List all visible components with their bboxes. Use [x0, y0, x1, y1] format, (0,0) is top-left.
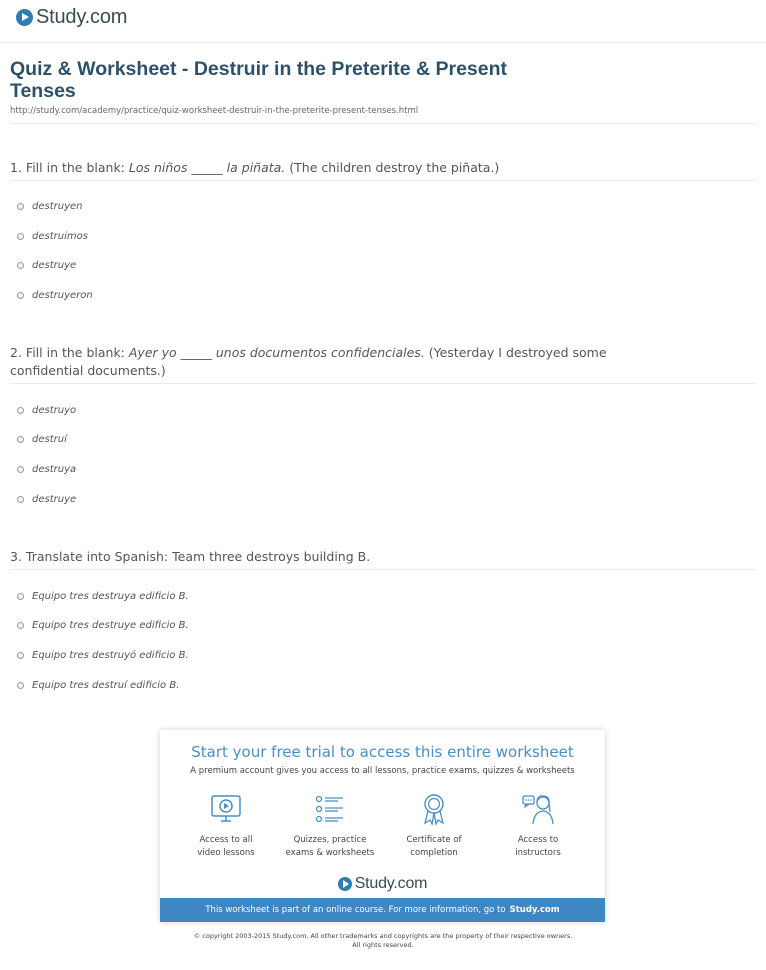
radio-button[interactable]: [17, 593, 24, 600]
study-logo[interactable]: [16, 6, 127, 29]
option-3d[interactable]: Equipo tres destruí edificio B.: [17, 680, 179, 691]
radio-button[interactable]: [17, 292, 24, 299]
radio-button[interactable]: [17, 622, 24, 629]
copyright: © copyright 2003-2015 Study.com. All other trademarks and copyrights are the property of their respective owners. All rights reserved.: [193, 932, 573, 949]
option-3c[interactable]: Equipo tres destruyó edificio B.: [17, 650, 189, 661]
feature-certificate: Certificate of completion: [378, 792, 490, 860]
option-2d[interactable]: destruye: [17, 494, 76, 505]
header-divider: [0, 42, 766, 43]
question-3: 3. Translate into Spanish: Team three destroys building B.: [10, 549, 371, 564]
question-divider: [10, 180, 756, 181]
option-1a[interactable]: destruyen: [17, 201, 83, 212]
logo-text: Study.com: [36, 6, 128, 28]
radio-button[interactable]: [17, 233, 24, 240]
promo-info-bar: This worksheet is part of an online course. For more information, go to Study.com: [160, 898, 605, 922]
promo-study-logo[interactable]: Study.com: [160, 875, 605, 893]
option-1c[interactable]: destruye: [17, 260, 76, 271]
promo-title[interactable]: Start your free trial to access this entire worksheet: [191, 743, 574, 761]
study-link[interactable]: Study.com: [509, 905, 560, 915]
option-2c[interactable]: destruya: [17, 464, 76, 475]
play-circle-icon: [338, 877, 352, 891]
page-url: http://study.com/academy/practice/quiz-worksheet-destruir-in-the-preterite-present-tenses.html: [10, 106, 419, 116]
free-trial-promo[interactable]: [160, 730, 605, 922]
option-1b[interactable]: destruimos: [17, 231, 88, 242]
title-divider: [10, 123, 756, 124]
play-circle-icon: [16, 9, 33, 26]
certificate-icon: [417, 792, 451, 826]
option-2a[interactable]: destruyo: [17, 405, 76, 416]
radio-button[interactable]: [17, 466, 24, 473]
option-3b[interactable]: Equipo tres destruye edificio B.: [17, 620, 189, 631]
radio-button[interactable]: [17, 203, 24, 210]
radio-button[interactable]: [17, 496, 24, 503]
quiz-list-icon: [313, 792, 347, 826]
question-2: 2. Fill in the blank: Ayer yo _____ unos documentos confidenciales. (Yesterday I destroyed some confidential documents.): [10, 345, 607, 378]
video-lesson-icon: [209, 792, 243, 826]
question-1: 1. Fill in the blank: Los niños _____ la piñata. (The children destroy the piñata.): [10, 160, 500, 175]
question-divider: [10, 383, 756, 384]
radio-button[interactable]: [17, 262, 24, 269]
option-3a[interactable]: Equipo tres destruya edificio B.: [17, 591, 189, 602]
feature-video-lessons: Access to all video lessons: [170, 792, 282, 860]
feature-instructors: Access to instructors: [482, 792, 594, 860]
option-1d[interactable]: destruyeron: [17, 290, 93, 301]
option-2b[interactable]: destruí: [17, 434, 67, 445]
question-divider: [10, 569, 756, 570]
instructor-icon: [521, 792, 555, 826]
radio-button[interactable]: [17, 436, 24, 443]
radio-button[interactable]: [17, 407, 24, 414]
page-title: Quiz & Worksheet - Destruir in the Preterite & Present Tenses: [10, 58, 508, 102]
promo-subtitle: A premium account gives you access to all lessons, practice exams, quizzes & worksheets: [190, 766, 575, 776]
feature-quizzes: Quizzes, practice exams & worksheets: [274, 792, 386, 860]
radio-button[interactable]: [17, 652, 24, 659]
radio-button[interactable]: [17, 682, 24, 689]
